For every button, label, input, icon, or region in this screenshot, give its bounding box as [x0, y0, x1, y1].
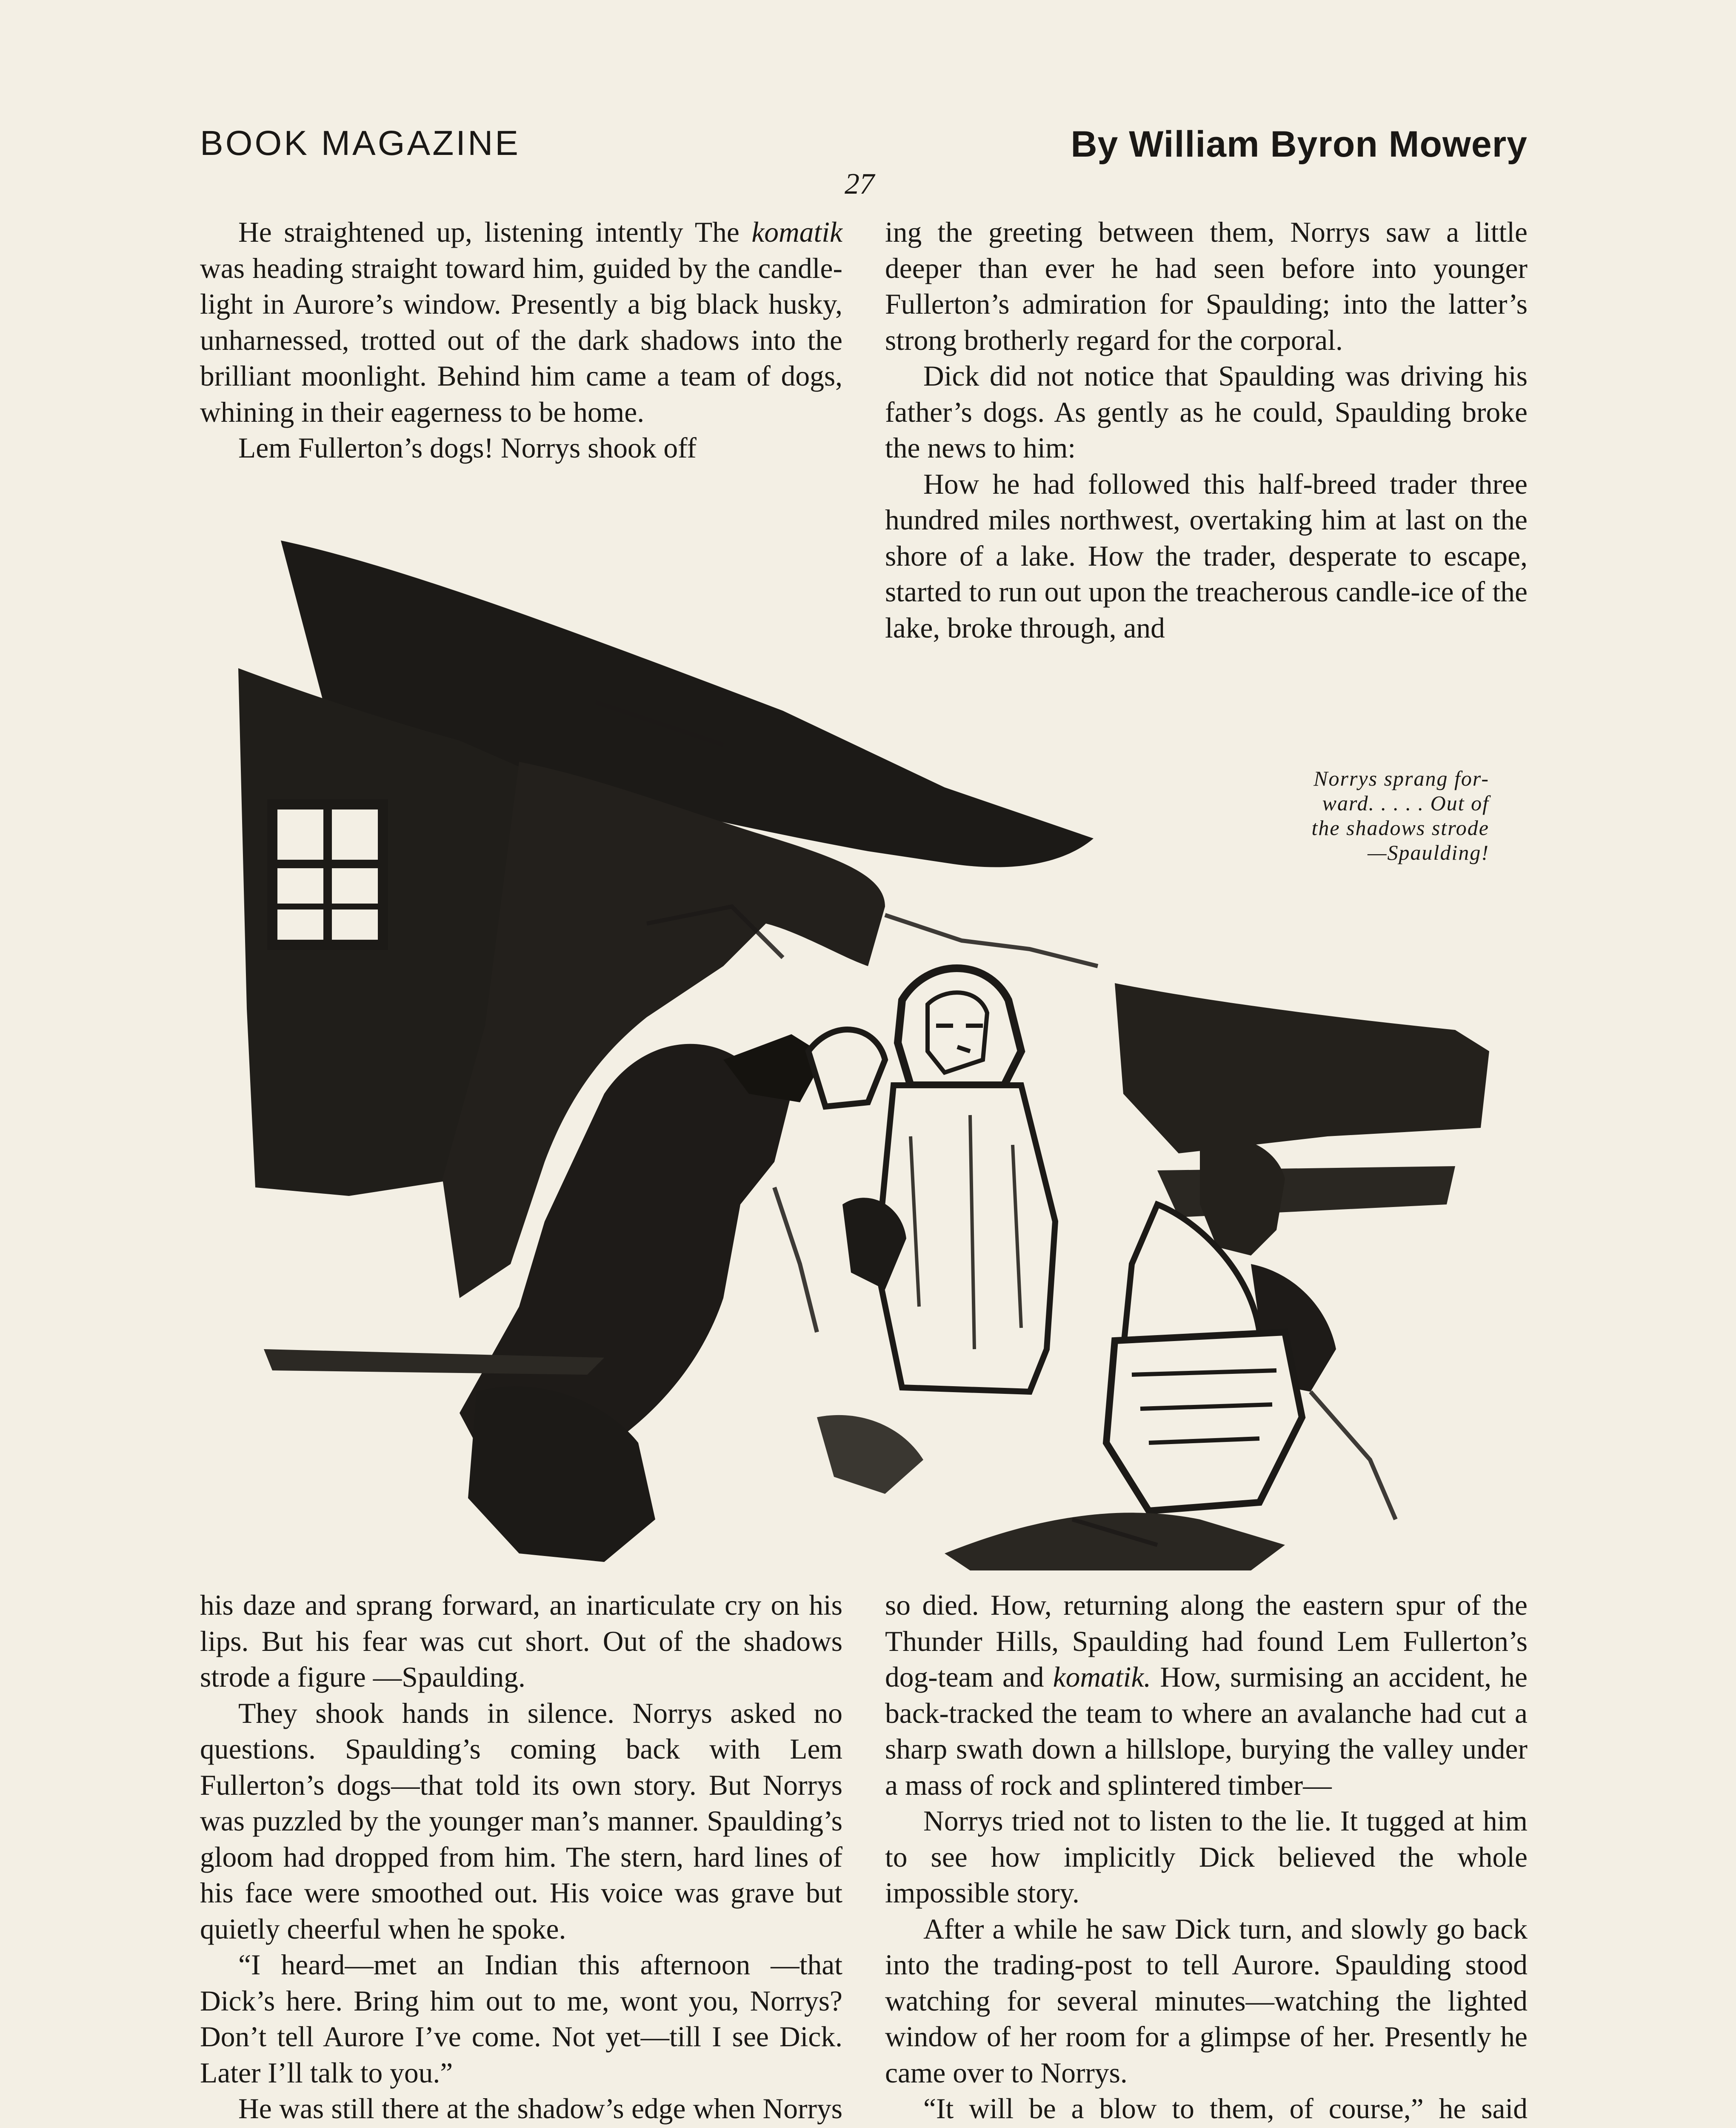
- caption-line: Norrys sprang for-: [1313, 767, 1489, 790]
- page-number: 27: [845, 168, 874, 200]
- paragraph: [200, 215, 842, 430]
- illustration-caption: [1187, 766, 1489, 865]
- illustration-window: [272, 804, 383, 945]
- paragraph: Norrys tried not to listen to the lie. It tugged at him to see how implicitly Dick believed the whole impossible story.: [885, 1805, 1528, 1909]
- caption-line: —Spaulding!: [1368, 841, 1489, 864]
- paragraph: Dick did not notice that Spaulding was driving his father’s dogs. As gently as he could, Spaulding broke the news to him:: [885, 360, 1528, 464]
- caption-line: the shadows strode: [1311, 816, 1489, 840]
- italic-term: komatik.: [1053, 1661, 1151, 1693]
- column-top-left: [200, 215, 842, 466]
- paragraph: “It will be a blow to them, of course,” he said: [923, 2093, 1528, 2125]
- caption-line: ward. . . . . Out of: [1322, 791, 1489, 815]
- column-bottom-right: [885, 1587, 1528, 2128]
- paragraph: He was still there at the shadow’s edge when Norrys: [238, 2093, 842, 2125]
- paragraph: After a while he saw Dick turn, and slowly go back into the trading-post to tell Aurore. Spaulding stood watching for several minutes—watching the lighted window of her room for a glimpse of her. Presently he came over to Norrys.: [885, 1913, 1528, 2089]
- illustration-figure-spaulding: [842, 968, 1055, 1392]
- text-run: He straightened up, listening intently The: [238, 216, 752, 248]
- text-run: How, surmising an accident, he back-tracked the team to where an avalanche had cut a sharp swath down a hillslope, burying the valley under a mass of rock and splintered timber—: [885, 1661, 1528, 1801]
- paragraph: Lem Fullerton’s dogs! Norrys shook off: [238, 432, 697, 464]
- column-bottom-left: [200, 1587, 842, 2128]
- paragraph: They shook hands in silence. Norrys asked no questions. Spaulding’s coming back with Lem Fullerton’s dogs—that told its own story. But Norrys was puzzled by the younger man’s manner. Spaulding’s gloom had dropped from him. The stern, hard lines of his face were smoothed out. His voice was grave but quietly cheerful when he spoke.: [200, 1697, 842, 1945]
- text-run: so died. How, returning along the eastern spur of the Thunder Hills, Spaulding had found Lem Fullerton’s dog-team and: [885, 1589, 1528, 1693]
- paragraph: [885, 1587, 1528, 1803]
- running-head-magazine: BOOK MAGAZINE: [200, 124, 520, 163]
- paragraph: his daze and sprang forward, an inarticulate cry on his lips. But his fear was cut short. Out of the shadows strode a figure —Spaulding.: [200, 1589, 842, 1693]
- paragraph: “I heard—met an Indian this afternoon —that Dick’s here. Bring him out to me, wont you, Norrys? Don’t tell Aurore I’ve come. Not yet—till I see Dick. Later I’ll talk to you.”: [200, 1949, 842, 2089]
- italic-term: komatik: [751, 216, 842, 248]
- running-head-author: By William Byron Mowery: [1071, 124, 1528, 165]
- text-run: was heading straight toward him, guided by the candle-light in Aurore’s window. Presently a big black husky, unharnessed, trotted out of the dark shadows into the brilliant moonlight. Behind him came a team of dogs, whining in their eagerness to be home.: [200, 252, 842, 428]
- illustration-logs: [1115, 983, 1489, 1153]
- story-illustration: [221, 541, 1502, 1570]
- paragraph: ing the greeting between them, Norrys saw a little deeper than ever he had seen before into younger Fullerton’s admiration for Spaulding; into the latter’s strong brotherly regard for the corporal.: [885, 216, 1528, 356]
- paragraph: How he had followed this half-breed trader three hundred miles northwest, overtaking him at last on the shore of a lake. How the trader, desperate to escape, started to run out upon the treacherous candle-ice of the lake, broke through, and: [885, 468, 1528, 644]
